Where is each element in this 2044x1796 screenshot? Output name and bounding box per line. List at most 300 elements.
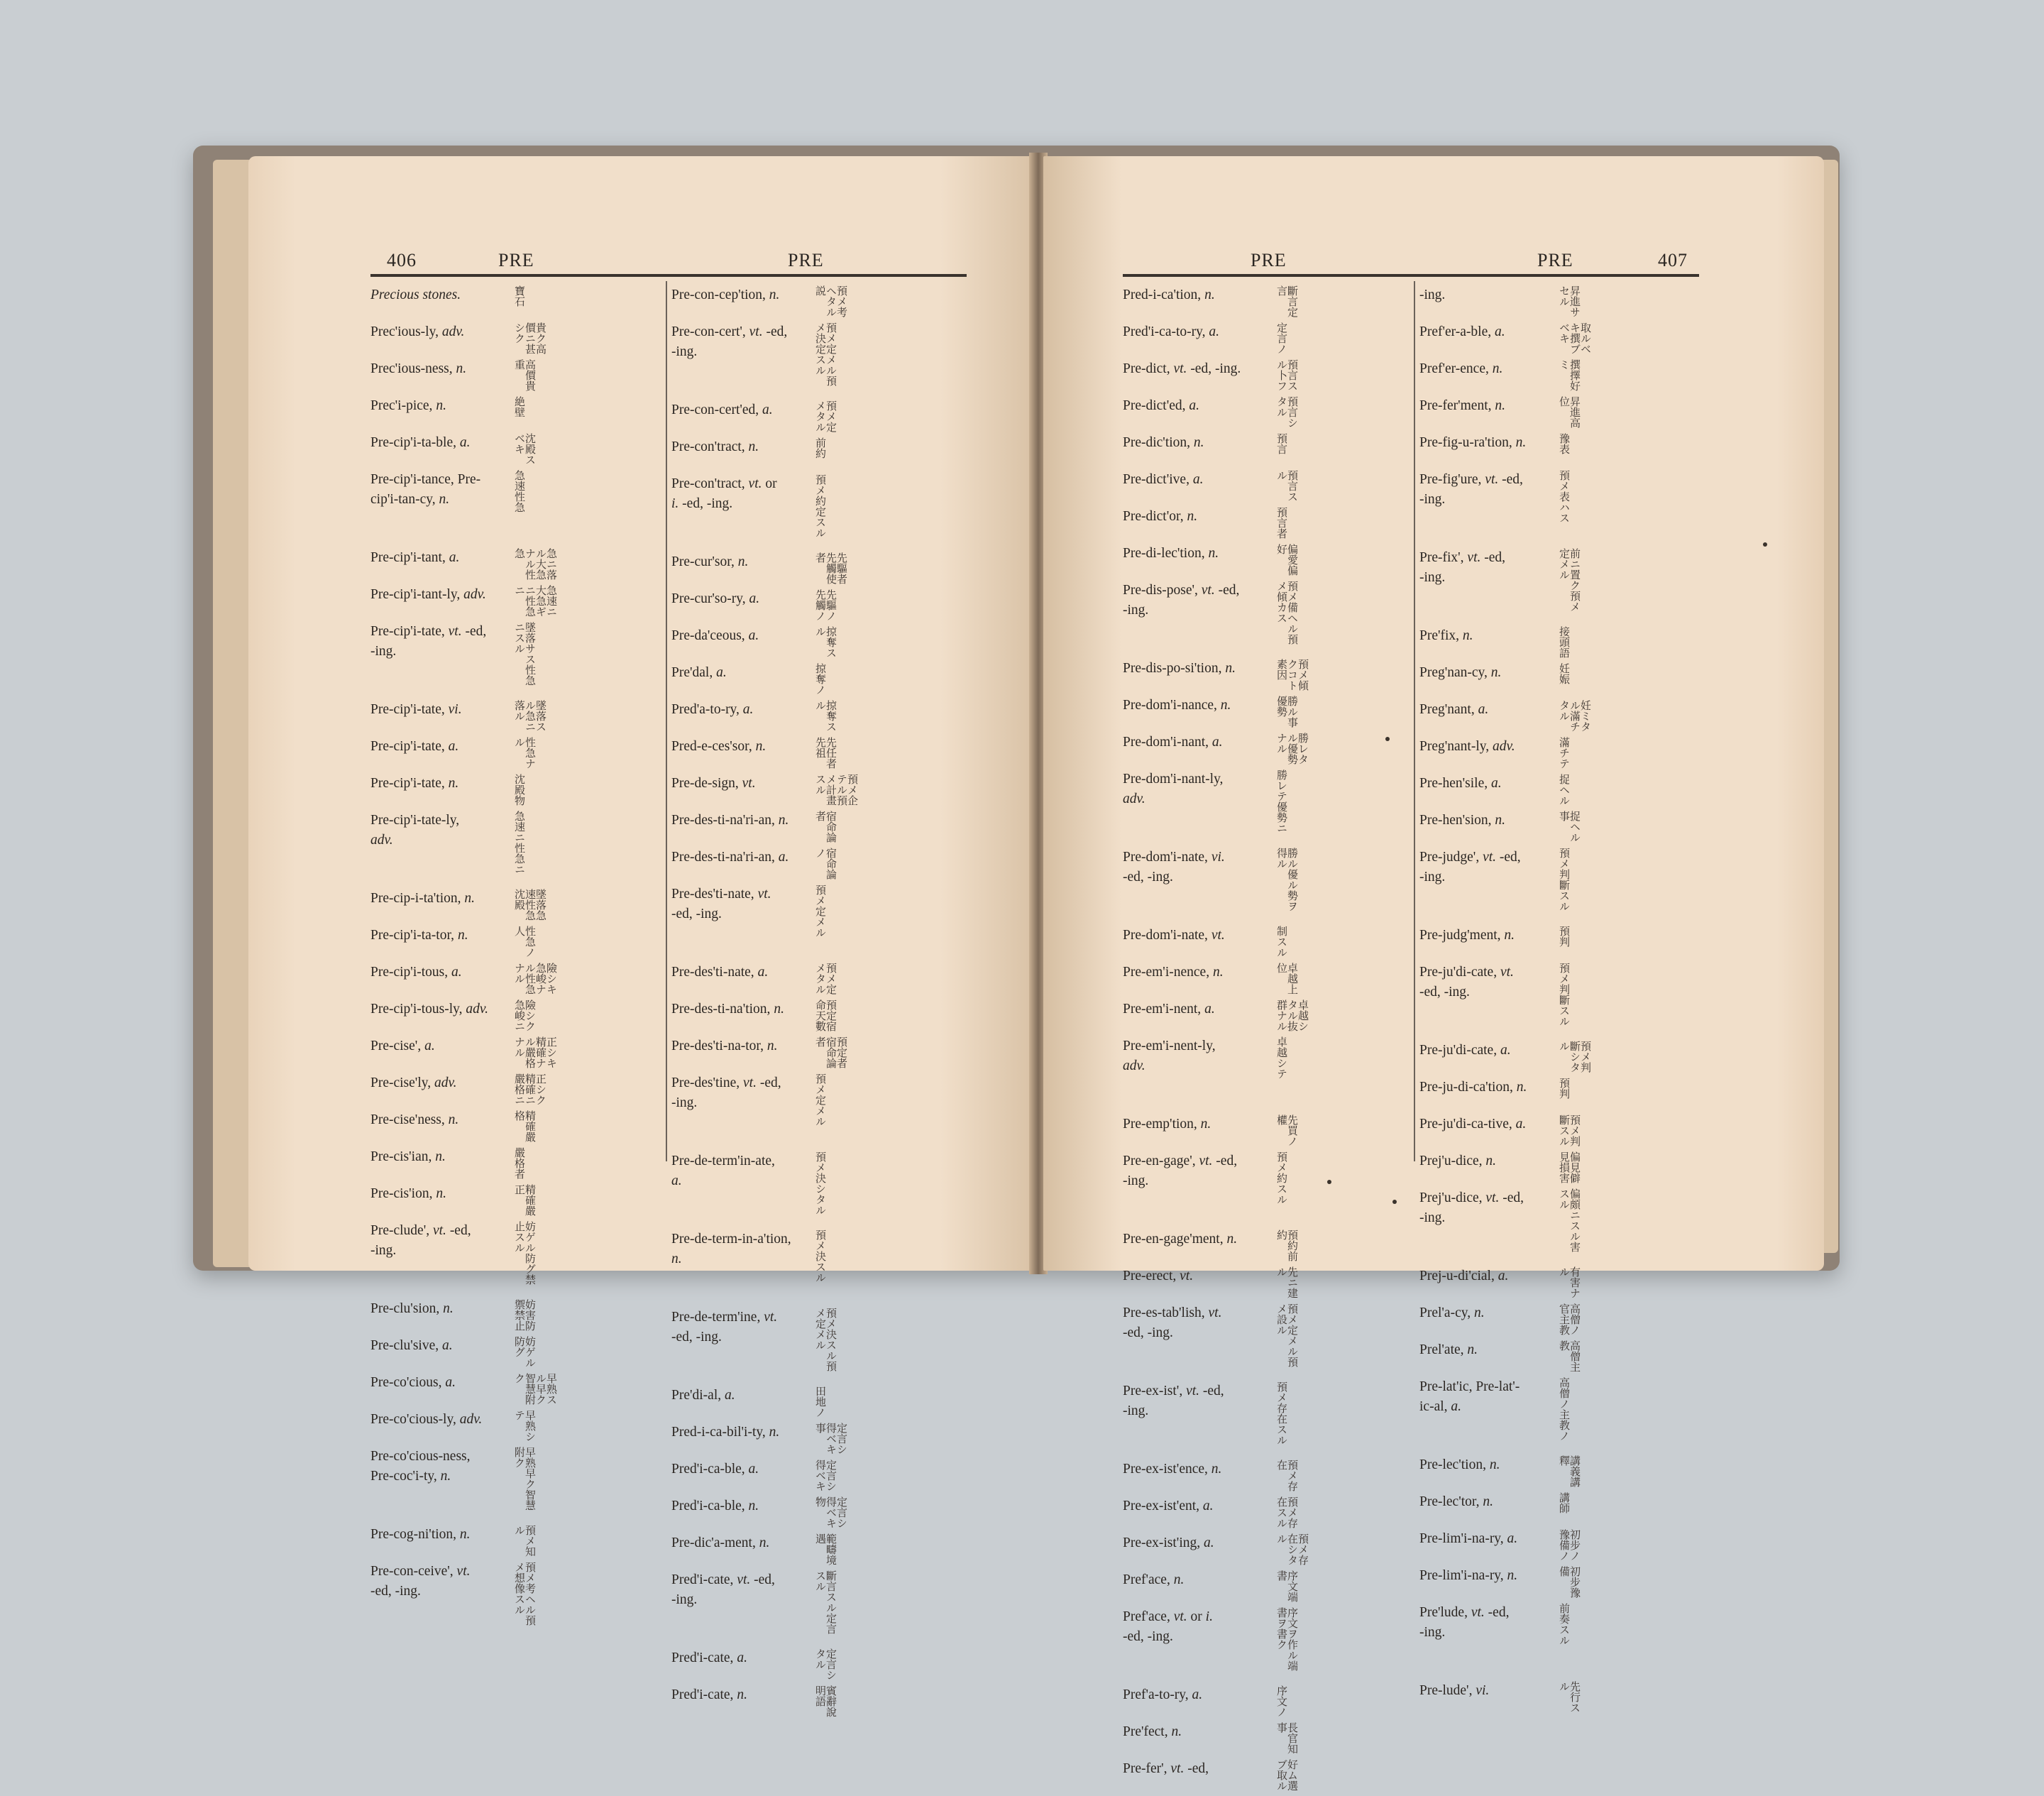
japanese-gloss: 預メ定メタル — [814, 963, 837, 995]
japanese-gloss: 貴ク高價ニ甚シク — [513, 322, 547, 354]
dictionary-entry — [1123, 926, 1410, 958]
headword: Preg'nan-cy, n. — [1419, 665, 1502, 680]
dictionary-entry — [671, 1230, 969, 1295]
japanese-gloss: 定言シ得ベキ事 — [814, 1423, 848, 1455]
dictionary-entry — [1419, 663, 1703, 696]
japanese-gloss: 性急ノ人 — [513, 926, 537, 958]
japanese-gloss: 預判 — [1558, 926, 1571, 947]
japanese-gloss: 預言スル卜フ — [1275, 359, 1299, 391]
japanese-gloss: 前奏スル — [1558, 1603, 1571, 1646]
dictionary-entry — [1419, 1492, 1703, 1525]
headword: Pre-cip'i-tate, vt. -ed, -ing. — [370, 624, 487, 659]
dictionary-entry — [370, 926, 661, 958]
headword: Pre-judge', vt. -ed, -ing. — [1419, 850, 1521, 885]
japanese-gloss: 好ム選ブ取ル — [1275, 1759, 1299, 1791]
headword: Pre-hen'sile, a. — [1419, 776, 1502, 791]
headword: Pre-dict'ive, a. — [1123, 472, 1204, 487]
headword: Pre-des'ti-nate, a. — [671, 965, 769, 980]
headword: Pre-lat'ic, Pre-lat'- ic-al, a. — [1419, 1379, 1520, 1414]
headword: Pre-de-term'ine, vt. -ed, -ing. — [671, 1310, 778, 1345]
japanese-gloss: 取ルベキ撰ブベキ — [1558, 322, 1592, 354]
japanese-gloss: 預メ決シタル — [814, 1151, 827, 1215]
headword: Pre-cip'i-tate, vi. — [370, 702, 462, 717]
japanese-gloss: 預メ存在シタル — [1275, 1533, 1309, 1565]
dictionary-entry — [671, 963, 969, 995]
headword: Pre-ju'di-cate, a. — [1419, 1043, 1511, 1058]
ink-speck — [1327, 1180, 1331, 1184]
headword: Pre-es-tab'lish, vt. -ed, -ing. — [1123, 1305, 1222, 1340]
dictionary-entry — [370, 1525, 661, 1557]
headword: Prec'i-pice, n. — [370, 398, 446, 413]
dictionary-entry — [1123, 1722, 1410, 1755]
dictionary-entry — [1123, 1151, 1410, 1217]
dictionary-entry — [370, 1336, 661, 1369]
dictionary-entry — [370, 1221, 661, 1286]
dictionary-entry — [1123, 659, 1410, 691]
ink-speck — [1385, 737, 1390, 741]
headword: Pred'i-ca-to-ry, a. — [1123, 324, 1219, 339]
headword: Pre-lec'tor, n. — [1419, 1494, 1493, 1509]
dictionary-entry — [1419, 1529, 1703, 1562]
headword: Precious stones. — [370, 288, 461, 302]
japanese-gloss: 絶壁 — [513, 396, 526, 417]
dictionary-entry — [1419, 1151, 1703, 1184]
japanese-gloss: 急速ニ大急ギニ性急ニ — [513, 585, 558, 617]
dictionary-entry — [1123, 544, 1410, 576]
headword: Pre-dic'tion, n. — [1123, 435, 1204, 450]
headword: Pre-lude', vi. — [1419, 1683, 1490, 1698]
dictionary-entry — [370, 1110, 661, 1143]
japanese-gloss: 墜落サス性急ニスル — [513, 622, 537, 686]
japanese-gloss: 宿命論者 — [814, 811, 837, 843]
dictionary-entry — [1419, 848, 1703, 913]
dictionary-entry — [1419, 322, 1703, 355]
dictionary-entry — [1123, 470, 1410, 503]
japanese-gloss: 早熟早ク智慧附ク — [513, 1447, 537, 1511]
headword: Pre-con'tract, vt. or i. -ed, -ing. — [671, 476, 777, 511]
dictionary-entry — [370, 889, 661, 921]
japanese-gloss: 高僧ノ官主教 — [1558, 1303, 1581, 1335]
headword: Pre'di-al, a. — [671, 1388, 735, 1403]
dictionary-entry — [671, 552, 969, 585]
headword: Pre-cis'ian, n. — [370, 1149, 446, 1164]
dictionary-entry — [370, 1036, 661, 1069]
headword: Pre-des-ti-na'ri-an, n. — [671, 813, 789, 828]
dictionary-entry — [370, 1299, 661, 1332]
dictionary-entry — [671, 1000, 969, 1032]
japanese-gloss: 序文ノ — [1275, 1685, 1288, 1717]
japanese-gloss: 預メ決スル — [814, 1230, 827, 1283]
headword: Pre-ex-ist'ing, a. — [1123, 1535, 1214, 1550]
headword: Pre-cip'i-tant, a. — [370, 550, 460, 565]
japanese-gloss: 沈殿スベキ — [513, 433, 537, 465]
headword: Pre-ex-ist', vt. -ed, -ing. — [1123, 1384, 1224, 1418]
japanese-gloss: 定言シ得ベキ — [814, 1460, 837, 1491]
japanese-gloss: 性急ナル — [513, 737, 537, 769]
dictionary-entry — [671, 1533, 969, 1566]
japanese-gloss: 預定者宿命論者 — [814, 1036, 848, 1068]
headword: Pre-fer'ment, n. — [1419, 398, 1506, 413]
headword: Pre-lim'i-na-ry, a. — [1419, 1531, 1518, 1546]
dictionary-entry — [370, 1447, 661, 1512]
headword: Pre-co'cious, a. — [370, 1375, 456, 1390]
headword: Pre-cip'i-tant-ly, adv. — [370, 587, 486, 602]
headword: Pred'i-cate, vt. -ed, -ing. — [671, 1572, 775, 1607]
dictionary-entry — [1419, 1340, 1703, 1373]
headword: Pre-dict'or, n. — [1123, 509, 1198, 524]
dictionary-entry — [671, 626, 969, 659]
headword: Pre-da'ceous, a. — [671, 628, 759, 643]
japanese-gloss: 精確嚴正 — [513, 1184, 537, 1216]
japanese-gloss: 序文端書 — [1275, 1570, 1299, 1602]
japanese-gloss: 卓越上位 — [1275, 963, 1299, 995]
headword: Pre-cip'i-tate, n. — [370, 776, 459, 791]
japanese-gloss: 掠奪スル — [814, 700, 837, 732]
japanese-gloss: 預言スル — [1275, 470, 1299, 502]
headword: Pre-ju-di-ca'tion, n. — [1419, 1080, 1527, 1095]
headword: Pre-co'cious-ly, adv. — [370, 1412, 483, 1427]
dictionary-entry — [1419, 285, 1703, 318]
japanese-gloss: 早熟スル早ク智慧附ク — [513, 1373, 558, 1405]
ink-speck — [1763, 542, 1767, 547]
japanese-gloss: 先任者先祖 — [814, 737, 837, 769]
japanese-gloss: 豫表 — [1558, 433, 1571, 454]
japanese-gloss: 預メ約スル — [1275, 1151, 1288, 1205]
dictionary-entry — [1123, 1759, 1410, 1792]
dictionary-entry — [1419, 1603, 1703, 1668]
headword: Pred-e-ces'sor, n. — [671, 739, 766, 754]
dictionary-entry — [1123, 1381, 1410, 1447]
japanese-gloss: 滿チテ — [1558, 737, 1571, 769]
headword: Pre-fig'ure, vt. -ed, -ing. — [1419, 472, 1523, 507]
japanese-gloss: 前ニ置ク預メ定メル — [1558, 548, 1581, 612]
dictionary-entry — [1123, 359, 1410, 392]
dictionary-entry — [370, 774, 661, 806]
japanese-gloss: 急速性急 — [513, 470, 526, 513]
japanese-gloss: 預メ存在 — [1275, 1460, 1299, 1491]
dictionary-entry — [370, 1373, 661, 1406]
dictionary-entry — [671, 1648, 969, 1681]
headword: Pre-em'i-nence, n. — [1123, 965, 1224, 980]
headword: Pre-ju'di-cate, vt. -ed, -ing. — [1419, 965, 1514, 1000]
japanese-gloss: 妨ゲル防グ — [513, 1336, 537, 1368]
headword: Pre-de-term'in-ate, a. — [671, 1154, 775, 1188]
dictionary-entry — [1419, 963, 1703, 1028]
headword: -ing. — [1419, 288, 1446, 302]
dictionary-entry — [1419, 1681, 1703, 1714]
dictionary-entry — [370, 811, 661, 876]
japanese-gloss: 講義講釋 — [1558, 1455, 1581, 1487]
japanese-gloss: 嚴格者 — [513, 1147, 526, 1179]
dictionary-entry — [1123, 1036, 1410, 1102]
headword: Pre-ex-ist'ence, n. — [1123, 1462, 1222, 1477]
headword: Pred'i-ca-ble, n. — [671, 1499, 759, 1513]
dictionary-entry — [671, 437, 969, 470]
japanese-gloss: 妊娠 — [1558, 663, 1571, 684]
headword: Pre-ju'di-ca-tive, a. — [1419, 1117, 1527, 1132]
japanese-gloss: 先買ノ權 — [1275, 1115, 1299, 1146]
headword: Pre-con'tract, n. — [671, 439, 759, 454]
japanese-gloss: 初步ノ豫備ノ — [1558, 1529, 1581, 1561]
dictionary-entry — [1419, 1115, 1703, 1147]
page-number: 406 — [387, 250, 417, 270]
headword: Pre'fix, n. — [1419, 628, 1473, 643]
dictionary-entry — [1419, 1566, 1703, 1599]
headword: Pre-cip'i-ta-tor, n. — [370, 928, 468, 943]
japanese-gloss: 高僧ノ主教ノ — [1558, 1377, 1571, 1441]
japanese-gloss: 妨害防禦禁止 — [513, 1299, 537, 1331]
japanese-gloss: 正シキ精確ナル嚴格ナル — [513, 1036, 558, 1068]
japanese-gloss: 急ニ落ル大急ナル性急 — [513, 548, 558, 580]
dictionary-entry — [370, 359, 661, 392]
page-number: 407 — [1658, 250, 1688, 270]
dictionary-entry — [1419, 774, 1703, 806]
dictionary-entry — [1419, 1266, 1703, 1299]
header-rule — [1123, 274, 1699, 277]
headword: Pref'er-ence, n. — [1419, 361, 1503, 376]
ink-speck — [1392, 1200, 1397, 1204]
dictionary-entry — [671, 589, 969, 622]
japanese-gloss: 預メ判斷スル — [1558, 848, 1571, 911]
japanese-gloss: 預約前約 — [1275, 1230, 1299, 1261]
japanese-gloss: 掠奪スル — [814, 626, 837, 658]
dictionary-entry — [1123, 1266, 1410, 1299]
headword: Pre-cip'i-tate-ly, adv. — [370, 813, 460, 848]
japanese-gloss: 初步豫備 — [1558, 1566, 1581, 1598]
japanese-gloss: 預メ定メル — [814, 1073, 827, 1127]
dictionary-entry — [1123, 396, 1410, 429]
japanese-gloss: 預メ表ハス — [1558, 470, 1571, 523]
headword: Pre-cip'i-ta-ble, a. — [370, 435, 471, 450]
dictionary-entry — [370, 1000, 661, 1032]
japanese-gloss: 定言シ得ベキ物 — [814, 1496, 848, 1528]
headword: Pre-dic'a-ment, n. — [671, 1535, 770, 1550]
japanese-gloss: 預メ約定スル — [814, 474, 827, 538]
headword: Pre-em'i-nent-ly, adv. — [1123, 1039, 1216, 1073]
dictionary-entry — [671, 774, 969, 806]
dictionary-entry — [1123, 581, 1410, 646]
headword: Pre-clude', vt. -ed, -ing. — [370, 1223, 471, 1258]
headword: Pre-fer', vt. -ed, — [1123, 1761, 1209, 1776]
headword: Pred'i-cate, n. — [671, 1687, 747, 1702]
headword: Preg'nant-ly, adv. — [1419, 739, 1515, 754]
dictionary-entry — [1123, 696, 1410, 728]
headword: Pre-cise'ly, adv. — [370, 1075, 457, 1090]
headword: Pre-cip'i-tate, a. — [370, 739, 459, 754]
japanese-gloss: 先驅者先觸使者 — [814, 552, 848, 584]
japanese-gloss: 高價貴重 — [513, 359, 537, 391]
headword: Pre-clu'sion, n. — [370, 1301, 454, 1316]
dictionary-entry — [1419, 700, 1703, 733]
headword: Prel'a-cy, n. — [1419, 1305, 1485, 1320]
dictionary-entry — [671, 322, 969, 388]
dictionary-entry — [370, 470, 661, 535]
headword: Pre-clu'sive, a. — [370, 1338, 453, 1353]
japanese-gloss: 預メ判斷スル — [1558, 963, 1571, 1026]
headword: Pre-con-cep'tion, n. — [671, 288, 780, 302]
headword: Pref'ace, vt. or i. -ed, -ing. — [1123, 1609, 1213, 1644]
headword: Pred-i-ca-bil'i-ty, n. — [671, 1425, 780, 1440]
dictionary-entry — [370, 548, 661, 581]
dictionary-entry — [370, 1073, 661, 1106]
japanese-gloss: 預判 — [1558, 1078, 1571, 1099]
japanese-gloss: 制スル — [1275, 926, 1288, 958]
dictionary-entry — [370, 396, 661, 429]
dictionary-entry — [1123, 433, 1410, 466]
dictionary-entry — [1123, 1570, 1410, 1603]
header-word-left: PRE — [498, 250, 534, 270]
dictionary-entry — [370, 1147, 661, 1180]
japanese-gloss: 預メ存在スル — [1275, 1381, 1288, 1445]
headword: Pre-dom'i-nate, vi. -ed, -ing. — [1123, 850, 1225, 885]
japanese-gloss: 預メ判斷スル — [1558, 1115, 1581, 1146]
dictionary-entry — [1419, 626, 1703, 659]
dictionary-entry — [1419, 1455, 1703, 1488]
japanese-gloss: 範疇境遇 — [814, 1533, 837, 1565]
japanese-gloss: 預メ存在スル — [1275, 1496, 1299, 1528]
headword: Pre-erect, vt. — [1123, 1269, 1194, 1283]
dictionary-entry — [370, 322, 661, 355]
japanese-gloss: 寶石 — [513, 285, 526, 307]
dictionary-entry — [671, 700, 969, 733]
headword: Pre'fect, n. — [1123, 1724, 1182, 1739]
headword: Pred'i-ca-ble, a. — [671, 1462, 759, 1477]
dictionary-entry — [1419, 396, 1703, 429]
headword: Pre-de-term-in-a'tion, n. — [671, 1232, 791, 1266]
headword: Pre-emp'tion, n. — [1123, 1117, 1211, 1132]
right-page — [1043, 156, 1824, 1791]
japanese-gloss: 先ニ建ル — [1275, 1266, 1299, 1298]
japanese-gloss: 偏愛偏好 — [1275, 544, 1299, 576]
dictionary-entry — [370, 963, 661, 995]
japanese-gloss: 預定宿命天數 — [814, 1000, 837, 1031]
dictionary-entry — [1123, 1533, 1410, 1566]
headword: Pre-dom'i-nant, a. — [1123, 735, 1223, 750]
dictionary-entry — [671, 885, 969, 950]
dictionary-entry — [1123, 1115, 1410, 1147]
headword: Pre-cise'ness, n. — [370, 1112, 459, 1127]
headword: Pre-ex-ist'ent, a. — [1123, 1499, 1214, 1513]
headword: Pre-em'i-nent, a. — [1123, 1002, 1215, 1017]
japanese-gloss: 早熟シテ — [513, 1410, 537, 1442]
headword: Pre-cip'i-tous-ly, adv. — [370, 1002, 488, 1017]
japanese-gloss: 序文ヲ作ル端書ヲ書ク — [1275, 1607, 1299, 1671]
japanese-gloss: 預メ考ヘル預メ想像スル — [513, 1562, 537, 1626]
japanese-gloss: 接頭語 — [1558, 626, 1571, 658]
japanese-gloss: 墜落スル急ニ落ル — [513, 700, 547, 732]
headword: Pre-dom'i-nate, vt. — [1123, 928, 1225, 943]
headword: Prec'ious-ness, n. — [370, 361, 467, 376]
header-rule — [370, 274, 967, 277]
column-divider — [1414, 281, 1415, 1161]
japanese-gloss: 偏頗ニスル害スル — [1558, 1188, 1581, 1252]
column-divider — [666, 281, 667, 1161]
japanese-gloss: 前約 — [814, 437, 827, 459]
japanese-gloss: 宿命論ノ — [814, 848, 837, 880]
japanese-gloss: 卓越シタル抜群ナル — [1275, 1000, 1309, 1031]
dictionary-entry — [1419, 548, 1703, 613]
left-page — [248, 156, 1035, 1717]
dictionary-entry — [370, 1562, 661, 1627]
japanese-gloss: 勝レタル優勢ナル — [1275, 733, 1309, 765]
japanese-gloss: 預メ定メル — [814, 885, 827, 938]
japanese-gloss: 先驅ノ先觸ノ — [814, 589, 837, 621]
japanese-gloss: 險シキ急峻ナル性急ナル — [513, 963, 558, 995]
japanese-gloss: 預言者 — [1275, 507, 1288, 539]
headword: Prel'ate, n. — [1419, 1342, 1478, 1357]
dictionary-entry — [1123, 285, 1410, 318]
japanese-gloss: 斷言定言 — [1275, 285, 1299, 317]
japanese-gloss: 偏見僻見損害 — [1558, 1151, 1581, 1183]
dictionary-entry — [1419, 811, 1703, 843]
japanese-gloss: 預メ備ヘル預メ傾カス — [1275, 581, 1299, 645]
japanese-gloss: 定言シタル — [814, 1648, 837, 1680]
header-word-left: PRE — [1251, 250, 1287, 270]
japanese-gloss: 長官知事 — [1275, 1722, 1299, 1754]
headword: Pre-cip'i-tous, a. — [370, 965, 462, 980]
japanese-gloss: 預メ決スル預メ定メル — [814, 1308, 837, 1371]
japanese-gloss: 勝ル事優勢 — [1275, 696, 1299, 728]
japanese-gloss: 掠奪ノ — [814, 663, 827, 695]
headword: Pre-hen'sion, n. — [1419, 813, 1506, 828]
headword: Pred-i-ca'tion, n. — [1123, 288, 1215, 302]
headword: Pre'dal, a. — [671, 665, 727, 680]
dictionary-entry — [370, 1184, 661, 1217]
japanese-gloss: 斷言スル定言スル — [814, 1570, 837, 1634]
dictionary-entry — [1123, 322, 1410, 355]
dictionary-entry — [671, 848, 969, 880]
japanese-gloss: 預言 — [1275, 433, 1288, 454]
dictionary-entry — [1419, 737, 1703, 770]
headword: Pred'a-to-ry, a. — [671, 702, 754, 717]
headword: Prej'u-dice, n. — [1419, 1154, 1497, 1168]
japanese-gloss: 預メ定メル預メ決定スル — [814, 322, 837, 386]
headword: Pre-cip-i-ta'tion, n. — [370, 891, 476, 906]
dictionary-entry — [370, 1410, 661, 1442]
japanese-gloss: 捉ヘル事 — [1558, 811, 1581, 843]
dictionary-entry — [1419, 926, 1703, 958]
headword: Pre-de-sign, vt. — [671, 776, 756, 791]
dictionary-entry — [671, 1570, 969, 1636]
japanese-gloss: 昇進サセル — [1558, 285, 1581, 317]
japanese-gloss: 先行スル — [1558, 1681, 1581, 1713]
dictionary-entry — [1123, 1607, 1410, 1672]
japanese-gloss: 墜落急速性急沈殿 — [513, 889, 547, 921]
headword: Pred'i-cate, a. — [671, 1650, 747, 1665]
headword: Pre-lec'tion, n. — [1419, 1457, 1500, 1472]
headword: Pre-cis'ion, n. — [370, 1186, 446, 1201]
headword: Pre-cip'i-tance, Pre- cip'i-tan-cy, n. — [370, 472, 481, 507]
dictionary-entry — [671, 400, 969, 433]
japanese-gloss: 預メ定メタル — [814, 400, 837, 432]
headword: Pre-con-cert', vt. -ed, -ing. — [671, 324, 788, 359]
headword: Pre-con-ceive', vt. -ed, -ing. — [370, 1564, 471, 1599]
japanese-gloss: 妊ミタル滿チタル — [1558, 700, 1592, 732]
dictionary-entry — [1123, 1303, 1410, 1369]
dictionary-entry — [370, 622, 661, 687]
dictionary-entry — [1123, 1000, 1410, 1032]
headword: Preg'nant, a. — [1419, 702, 1489, 717]
dictionary-entry — [671, 1685, 969, 1718]
dictionary-entry — [1419, 433, 1703, 466]
japanese-gloss: 撰擇好ミ — [1558, 359, 1581, 391]
dictionary-entry — [370, 585, 661, 618]
headword: Pre-des-ti-na'tion, n. — [671, 1002, 784, 1017]
headword: Pre-fig-u-ra'tion, n. — [1419, 435, 1527, 450]
headword: Pre-des-ti-na'ri-an, a. — [671, 850, 789, 865]
headword: Pref'ace, n. — [1123, 1572, 1185, 1587]
japanese-gloss: 賓辭說明語 — [814, 1685, 837, 1717]
